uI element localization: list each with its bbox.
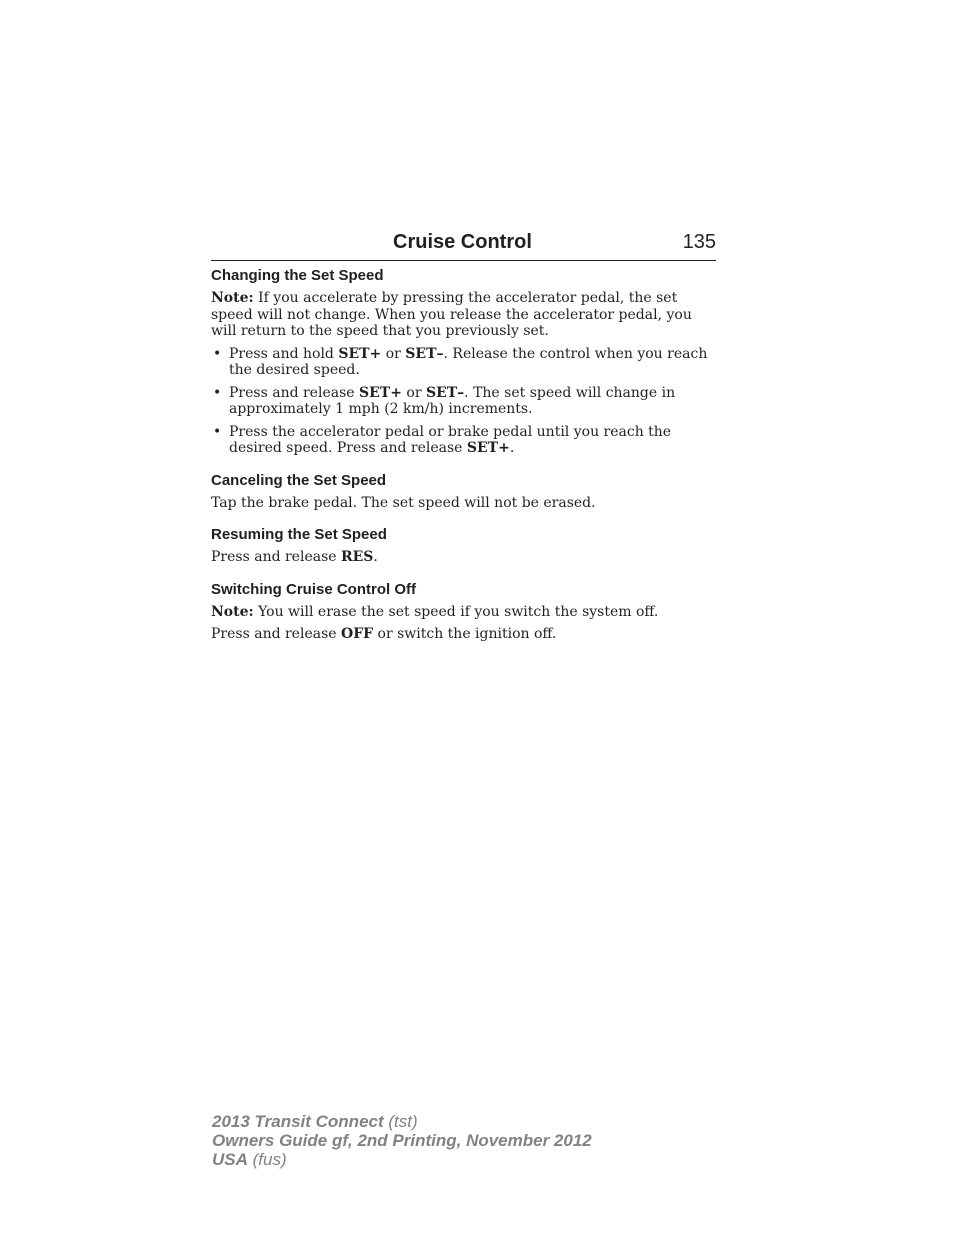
control-label: SET– (405, 345, 444, 362)
list-item-text: or (381, 345, 406, 362)
bullet-glyph: • (213, 345, 222, 362)
note-label: Note: (211, 603, 254, 620)
section-changing-set-speed (211, 266, 716, 457)
control-label: RES (341, 549, 374, 565)
footer-line (212, 1150, 592, 1169)
page-title: Cruise Control (393, 231, 532, 253)
body-paragraph: Tap the brake pedal. The set speed will not be erased. (211, 494, 596, 511)
list-item-text: . The set speed will change in approximately 1 mph (2 km/h) increments. (229, 384, 676, 417)
body-text: . (373, 549, 378, 565)
footer-model: 2013 Transit Connect (212, 1112, 384, 1131)
bullet-glyph: • (213, 423, 222, 440)
list-item-text: Press and hold (229, 345, 339, 362)
list-item-text: Press and release (229, 384, 359, 401)
body-paragraph (211, 549, 716, 566)
body-text: Press and release (211, 549, 341, 565)
list-item-text: or (401, 384, 426, 401)
list-item (211, 346, 716, 379)
bullet-glyph: • (213, 384, 222, 401)
section-switching-off (211, 580, 716, 643)
control-label: SET+ (359, 384, 402, 401)
list-item-text: . Release the control when you reach the desired speed. (229, 345, 708, 378)
footer-line (212, 1131, 592, 1150)
control-label: SET– (425, 384, 465, 401)
footer-code: (fus) (247, 1150, 287, 1169)
body-text: or switch the ignition off. (373, 626, 557, 642)
note-text: If you accelerate by pressing the accelerator pedal, the set speed will not change. When you release the accelerator pedal, you will return to the speed that you previously set. (211, 290, 692, 339)
section-heading: Resuming the Set Speed (211, 526, 387, 543)
list-item-text: Press the accelerator pedal or brake pedal until you reach the desired speed. Press and release (229, 423, 672, 456)
bullet-list (211, 346, 716, 457)
page-footer (212, 1112, 592, 1169)
page-content (211, 266, 716, 657)
body-paragraph (211, 626, 716, 643)
control-label: SET+ (466, 440, 510, 456)
section-canceling-set-speed (211, 471, 716, 512)
control-label: OFF (341, 626, 374, 642)
note-paragraph (211, 290, 716, 340)
footer-printing: Owners Guide gf, 2nd Printing, November 2012 (212, 1131, 592, 1150)
section-heading: Changing the Set Speed (211, 267, 384, 284)
note-label: Note: (211, 290, 254, 306)
list-item (211, 385, 716, 418)
body-text: Press and release (211, 626, 341, 642)
page-header (211, 228, 716, 261)
note-paragraph (211, 604, 716, 621)
section-resuming-set-speed (211, 525, 716, 566)
footer-market: USA (212, 1150, 248, 1169)
footer-line (212, 1112, 592, 1131)
section-heading: Switching Cruise Control Off (211, 580, 416, 598)
section-heading: Canceling the Set Speed (211, 471, 387, 489)
control-label: SET+ (338, 345, 382, 362)
footer-code: (tst) (383, 1112, 418, 1131)
page-number: 135 (682, 231, 716, 253)
list-item-text: . (509, 440, 515, 456)
note-text: You will erase the set speed if you switch the system off. (253, 603, 659, 620)
list-item (211, 424, 716, 457)
